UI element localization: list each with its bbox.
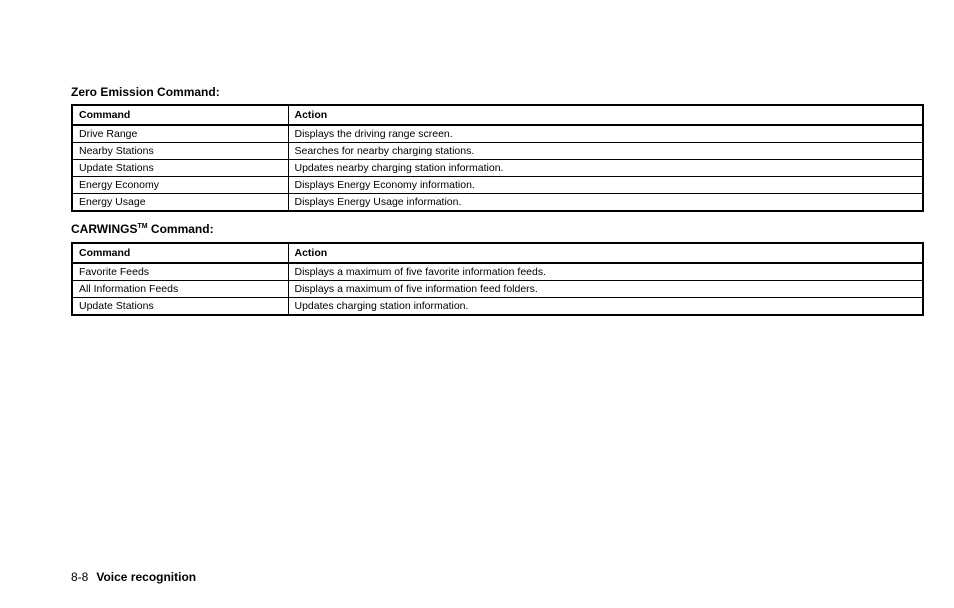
trademark-mark: TM xyxy=(137,223,148,230)
command-cell: Update Stations xyxy=(72,298,288,316)
carwings-command-title xyxy=(71,222,214,236)
column-header-command: Command xyxy=(72,105,288,125)
action-cell: Displays the driving range screen. xyxy=(288,125,923,143)
carwings-command-table xyxy=(71,242,924,316)
command-cell: Nearby Stations xyxy=(72,143,288,160)
table-row xyxy=(72,281,923,298)
action-cell: Displays Energy Usage information. xyxy=(288,194,923,212)
zero-emission-command-table xyxy=(71,104,924,212)
table-header-row xyxy=(72,105,923,125)
zero-emission-title: Zero Emission Command: xyxy=(71,85,220,99)
table-row xyxy=(72,263,923,281)
action-cell: Displays Energy Economy information. xyxy=(288,177,923,194)
column-header-action: Action xyxy=(288,105,923,125)
page-footer xyxy=(71,570,196,584)
table-row xyxy=(72,143,923,160)
action-cell: Updates nearby charging station information. xyxy=(288,160,923,177)
table-row xyxy=(72,194,923,212)
action-cell: Updates charging station information. xyxy=(288,298,923,316)
table-row xyxy=(72,125,923,143)
carwings-title-rest: Command: xyxy=(147,222,214,236)
action-cell: Displays a maximum of five favorite information feeds. xyxy=(288,263,923,281)
page-number: 8-8 xyxy=(71,570,89,584)
command-cell: Drive Range xyxy=(72,125,288,143)
command-cell: Update Stations xyxy=(72,160,288,177)
table-row xyxy=(72,160,923,177)
carwings-title-main: CARWINGS xyxy=(71,222,138,236)
column-header-action: Action xyxy=(288,243,923,263)
command-cell: Energy Usage xyxy=(72,194,288,212)
column-header-command: Command xyxy=(72,243,288,263)
command-cell: Energy Economy xyxy=(72,177,288,194)
table-row xyxy=(72,177,923,194)
table-header-row xyxy=(72,243,923,263)
command-cell: All Information Feeds xyxy=(72,281,288,298)
footer-section-name: Voice recognition xyxy=(96,570,197,584)
command-cell: Favorite Feeds xyxy=(72,263,288,281)
action-cell: Searches for nearby charging stations. xyxy=(288,143,923,160)
action-cell: Displays a maximum of five information feed folders. xyxy=(288,281,923,298)
table-row xyxy=(72,298,923,316)
